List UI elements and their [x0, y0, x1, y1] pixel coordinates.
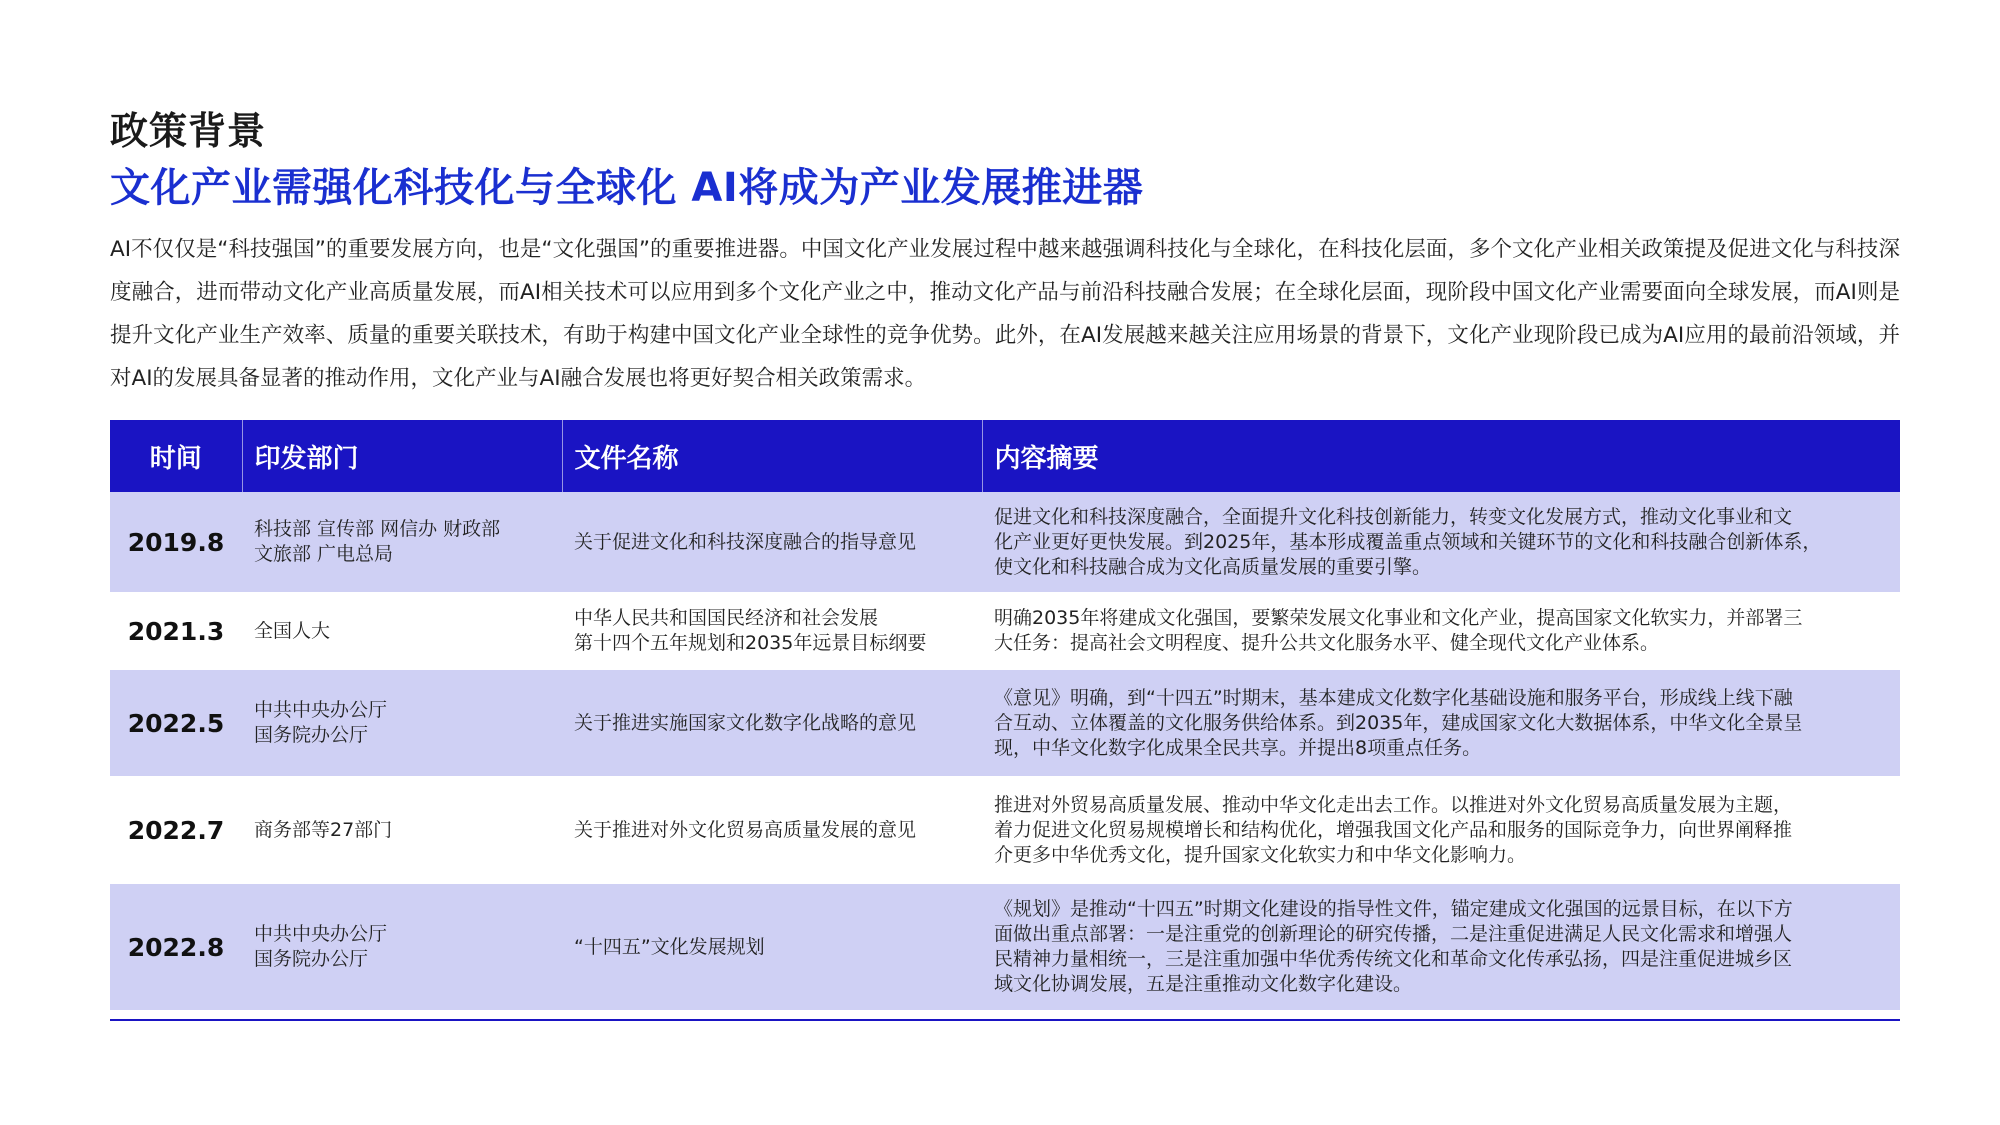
row-doc	[562, 884, 982, 1010]
row-dept	[242, 592, 562, 670]
row-summary-line: 合互动、立体覆盖的文化服务供给体系。到2035年，建成国家文化大数据体系，中华文化全景呈	[994, 711, 1803, 734]
row-time: 2022.7	[110, 776, 242, 884]
header-time: 时间	[110, 420, 242, 492]
table-header-row	[110, 420, 1900, 492]
row-summary	[982, 492, 1900, 592]
row-summary-line: 《意见》明确，到“十四五”时期末，基本建成文化数字化基础设施和服务平台，形成线上线下融	[994, 686, 1793, 709]
table-row	[110, 776, 1900, 884]
row-dept-line: 文旅部 广电总局	[254, 543, 394, 565]
row-summary-line: 介更多中华优秀文化，提升国家文化软实力和中华文化影响力。	[994, 843, 1527, 866]
row-summary	[982, 592, 1900, 670]
row-time: 2019.8	[110, 492, 242, 592]
table-bottom-rule	[110, 1019, 1900, 1021]
row-summary	[982, 670, 1900, 776]
row-dept	[242, 884, 562, 1010]
row-dept	[242, 670, 562, 776]
row-doc-line: 关于促进文化和科技深度融合的指导意见	[574, 530, 917, 553]
policy-table	[110, 420, 1900, 1010]
row-dept-line: 国务院办公厅	[254, 724, 369, 746]
row-doc-line: 关于推进对外文化贸易高质量发展的意见	[574, 818, 917, 841]
section-label: 政策背景	[110, 109, 267, 153]
table-row	[110, 592, 1900, 670]
row-dept-line: 中共中央办公厅	[254, 699, 388, 721]
row-dept-line: 科技部 宣传部 网信办 财政部	[254, 518, 501, 540]
row-summary-line: 《规划》是推动“十四五”时期文化建设的指导性文件，锚定建成文化强国的远景目标，在以下方	[994, 898, 1793, 920]
header-summary: 内容摘要	[982, 420, 1900, 492]
table-row	[110, 884, 1900, 1010]
row-time: 2021.3	[110, 592, 242, 670]
row-time: 2022.5	[110, 670, 242, 776]
row-summary-line: 域文化协调发展，五是注重推动文化数字化建设。	[994, 973, 1413, 995]
table-row	[110, 492, 1900, 592]
page-headline: 文化产业需强化科技化与全球化 AI将成为产业发展推进器	[110, 165, 1144, 211]
row-summary-line: 大任务：提高社会文明程度、提升公共文化服务水平、健全现代文化产业体系。	[994, 632, 1660, 654]
row-summary	[982, 776, 1900, 884]
row-dept-line: 中共中央办公厅	[254, 923, 388, 945]
row-summary-line: 推进对外贸易高质量发展、推动中华文化走出去工作。以推进对外文化贸易高质量发展为主题，	[994, 793, 1793, 816]
row-time: 2022.8	[110, 884, 242, 1010]
row-dept-line: 国务院办公厅	[254, 948, 369, 970]
row-doc-line: 中华人民共和国国民经济和社会发展	[574, 607, 879, 629]
row-summary	[982, 884, 1900, 1010]
header-dept: 印发部门	[242, 420, 562, 492]
row-doc-line: 关于推进实施国家文化数字化战略的意见	[574, 711, 917, 734]
row-dept-line: 商务部等27部门	[254, 818, 393, 841]
header-doc: 文件名称	[562, 420, 982, 492]
row-doc	[562, 592, 982, 670]
row-doc-line: “十四五”文化发展规划	[574, 935, 765, 958]
intro-paragraph: AI不仅仅是“科技强国”的重要发展方向，也是“文化强国”的重要推进器。中国文化产业发展过程中越来越强调科技化与全球化，在科技化层面，多个文化产业相关政策提及促进文化与科技深度融合，进而带动文化产业高质量发展，而AI相关技术可以应用到多个文化产业之中，推动文化产品与前沿科技融合发展；在全球化层面，现阶段中国文化产业需要面向全球发展，而AI则是提升文化产业生产效率、质量的重要关联技术，有助于构建中国文化产业全球性的竞争优势。此外，在AI发展越来越关注应用场景的背景下，文化产业现阶段已成为AI应用的最前沿领域，并对AI的发展具备显著的推动作用，文化产业与AI融合发展也将更好契合相关政策需求。	[110, 237, 1900, 391]
row-summary-line: 民精神力量相统一，三是注重加强中华优秀传统文化和革命文化传承弘扬，四是注重促进城乡区	[994, 948, 1793, 970]
row-doc	[562, 670, 982, 776]
row-summary-line: 促进文化和科技深度融合，全面提升文化科技创新能力，转变文化发展方式，推动文化事业和文	[994, 505, 1793, 528]
row-doc	[562, 776, 982, 884]
row-summary-line: 化产业更好更快发展。到2025年，基本形成覆盖重点领域和关键环节的文化和科技融合创新体系，	[994, 530, 1822, 553]
row-dept	[242, 776, 562, 884]
row-summary-line: 现，中华文化数字化成果全民共享。并提出8项重点任务。	[994, 736, 1482, 759]
row-summary-line: 明确2035年将建成文化强国，要繁荣发展文化事业和文化产业，提高国家文化软实力，并部署三	[994, 607, 1803, 629]
row-dept-line: 全国人大	[254, 619, 331, 642]
row-summary-line: 使文化和科技融合成为文化高质量发展的重要引擎。	[994, 555, 1432, 578]
row-summary-line: 着力促进文化贸易规模增长和结构优化，增强我国文化产品和服务的国际竞争力，向世界阐释推	[994, 818, 1793, 841]
row-dept	[242, 492, 562, 592]
row-doc-line: 第十四个五年规划和2035年远景目标纲要	[574, 632, 927, 654]
table-row	[110, 670, 1900, 776]
row-summary-line: 面做出重点部署：一是注重党的创新理论的研究传播，二是注重促进满足人民文化需求和增强人	[994, 923, 1793, 945]
row-doc	[562, 492, 982, 592]
